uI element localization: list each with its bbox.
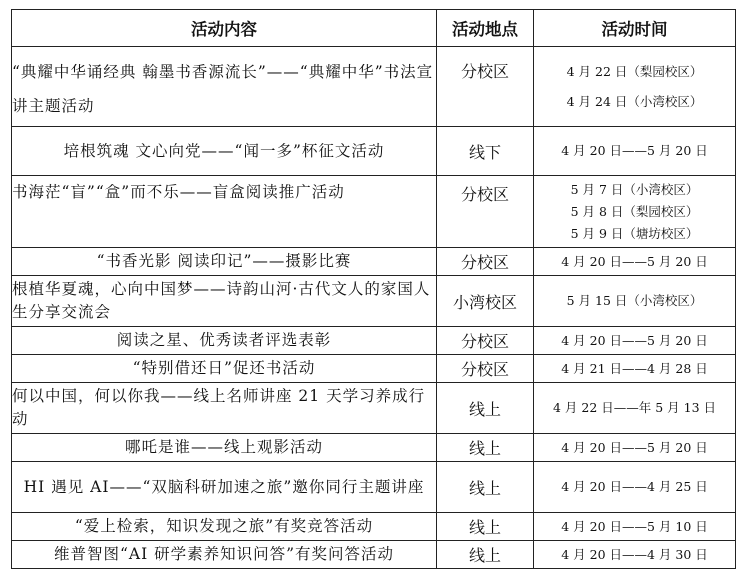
header-time: 活动时间 bbox=[534, 10, 736, 47]
activity-content: “书香光影 阅读印记”——摄影比赛 bbox=[12, 248, 437, 276]
time-line: 4 月 20 日——5 月 20 日 bbox=[561, 439, 708, 455]
activity-content: “特别借还日”促还书活动 bbox=[12, 355, 437, 383]
activity-content: HI 遇见 AI——“双脑科研加速之旅”邀你同行主题讲座 bbox=[12, 462, 437, 513]
activity-time bbox=[534, 47, 736, 127]
activity-place: 分校区 bbox=[437, 248, 534, 276]
table-row bbox=[12, 355, 736, 383]
activity-content: 根植华夏魂，心向中国梦——诗韵山河·古代文人的家国人生分享交流会 bbox=[12, 276, 437, 327]
activity-content: 维普智图“AI 研学素养知识问答”有奖问答活动 bbox=[12, 541, 437, 569]
activity-place: 线下 bbox=[437, 127, 534, 176]
activity-place: 线上 bbox=[437, 462, 534, 513]
time-line: 5 月 9 日（塘坊校区） bbox=[570, 225, 699, 241]
activity-schedule-table bbox=[11, 9, 736, 569]
time-line: 4 月 20 日——5 月 20 日 bbox=[561, 253, 708, 269]
activity-time bbox=[534, 513, 736, 541]
activity-place: 线上 bbox=[437, 383, 534, 434]
activity-place: 分校区 bbox=[437, 47, 534, 127]
activity-place: 线上 bbox=[437, 541, 534, 569]
activity-content: 书海茫“盲”“盒”而不乐——盲盒阅读推广活动 bbox=[12, 176, 437, 248]
header-content: 活动内容 bbox=[12, 10, 437, 47]
activity-time bbox=[534, 383, 736, 434]
table-row bbox=[12, 462, 736, 513]
activity-time bbox=[534, 176, 736, 248]
table-row bbox=[12, 434, 736, 462]
activity-place: 线上 bbox=[437, 434, 534, 462]
activity-content: “典耀中华诵经典 翰墨书香源流长”——“典耀中华”书法宣讲主题活动 bbox=[12, 47, 437, 127]
table-row bbox=[12, 513, 736, 541]
activity-time bbox=[534, 327, 736, 355]
time-line: 4 月 20 日——5 月 10 日 bbox=[561, 518, 708, 534]
time-line: 4 月 20 日——4 月 25 日 bbox=[561, 479, 708, 494]
table-row bbox=[12, 248, 736, 276]
table-row bbox=[12, 176, 736, 248]
activity-place: 分校区 bbox=[437, 176, 534, 248]
activity-content: 何以中国，何以你我——线上名师讲座 21 天学习养成行动 bbox=[12, 383, 437, 434]
time-line: 4 月 20 日——4 月 30 日 bbox=[561, 546, 708, 562]
activity-time bbox=[534, 434, 736, 462]
activity-time bbox=[534, 541, 736, 569]
activity-time bbox=[534, 462, 736, 513]
time-line: 4 月 24 日（小湾校区） bbox=[566, 93, 703, 109]
time-line: 5 月 15 日（小湾校区） bbox=[566, 293, 703, 308]
time-line: 4 月 22 日（梨园校区） bbox=[566, 63, 703, 79]
time-line: 4 月 21 日——4 月 28 日 bbox=[561, 360, 708, 376]
table-row bbox=[12, 276, 736, 327]
activity-place: 分校区 bbox=[437, 327, 534, 355]
time-line: 5 月 8 日（梨园校区） bbox=[570, 203, 699, 219]
header-row bbox=[12, 10, 736, 47]
activity-content: “爱上检索，知识发现之旅”有奖竞答活动 bbox=[12, 513, 437, 541]
time-line: 4 月 22 日——年 5 月 13 日 bbox=[552, 400, 717, 415]
activity-content: 哪吒是谁——线上观影活动 bbox=[12, 434, 437, 462]
table-row bbox=[12, 541, 736, 569]
table-row bbox=[12, 327, 736, 355]
activity-time bbox=[534, 355, 736, 383]
activity-place: 分校区 bbox=[437, 355, 534, 383]
time-line: 5 月 7 日（小湾校区） bbox=[570, 181, 699, 197]
activity-time bbox=[534, 127, 736, 176]
activity-time bbox=[534, 276, 736, 327]
activity-content: 培根筑魂 文心向党——“闻一多”杯征文活动 bbox=[12, 127, 437, 176]
activity-content: 阅读之星、优秀读者评选表彰 bbox=[12, 327, 437, 355]
activity-place: 线上 bbox=[437, 513, 534, 541]
activity-place: 小湾校区 bbox=[437, 276, 534, 327]
table-row bbox=[12, 383, 736, 434]
table-row bbox=[12, 127, 736, 176]
table-row bbox=[12, 47, 736, 127]
time-line: 4 月 20 日——5 月 20 日 bbox=[561, 332, 708, 348]
time-line: 4 月 20 日——5 月 20 日 bbox=[561, 143, 708, 158]
header-place: 活动地点 bbox=[437, 10, 534, 47]
activity-time bbox=[534, 248, 736, 276]
